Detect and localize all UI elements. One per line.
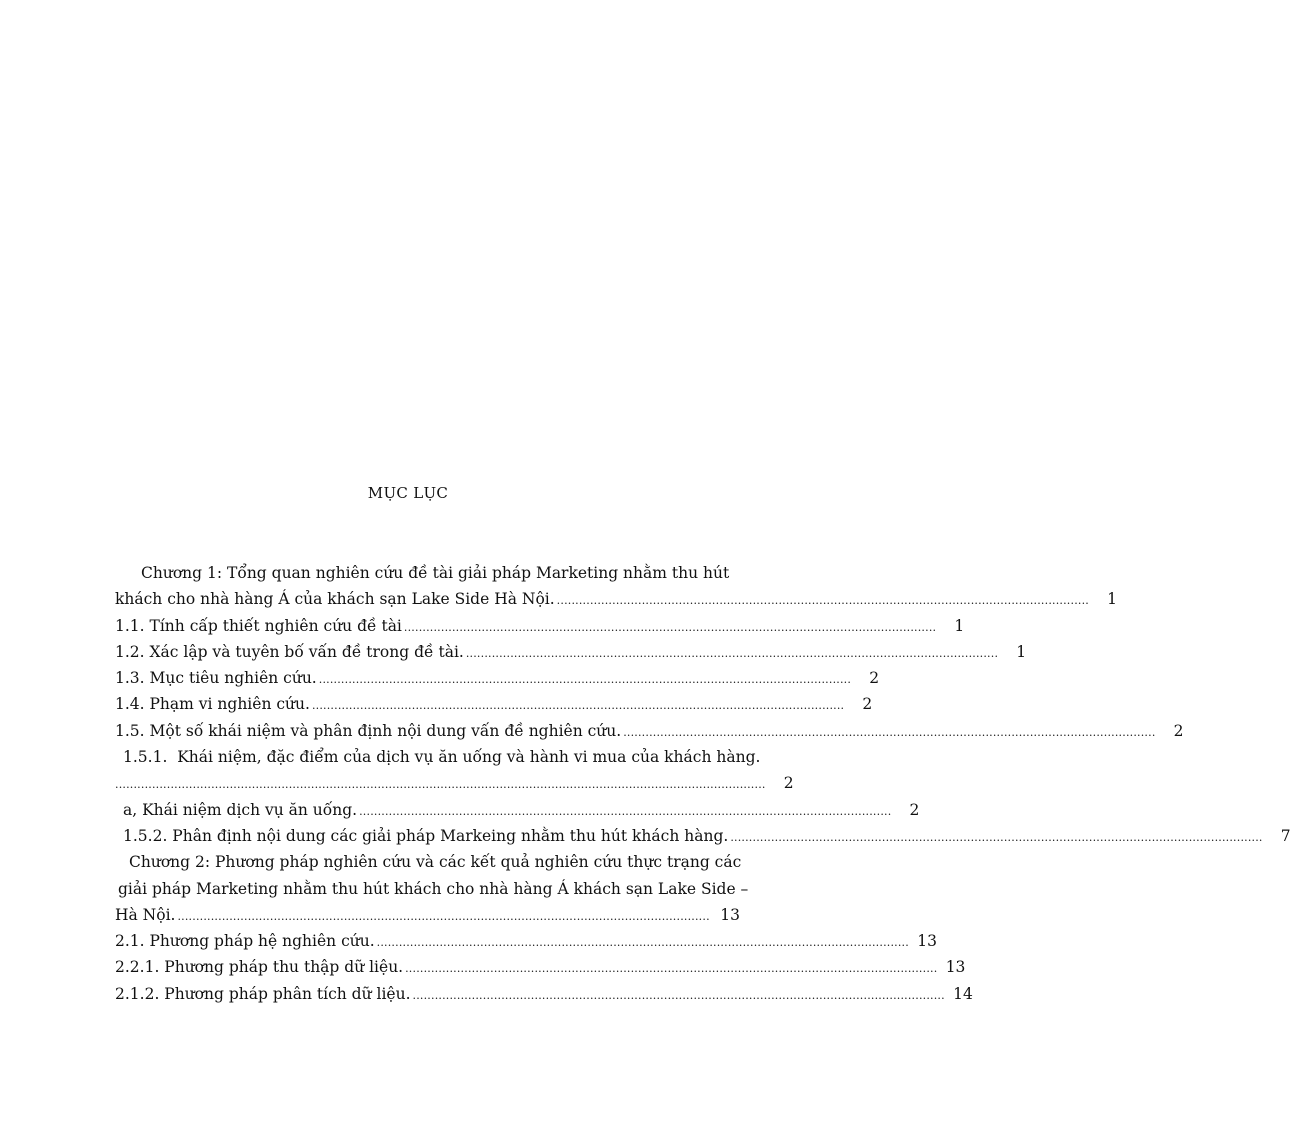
toc-entry-2-1[interactable]: 2.1. Phương pháp hệ nghiên cứu. ................................................................................................................................................ 13	[115, 928, 740, 954]
dot-leader: ................................................................................................................................................	[318, 673, 852, 687]
dot-leader: ................................................................................................................................................	[556, 594, 1089, 608]
dot-leader: ................................................................................................................................................	[177, 909, 710, 923]
dot-leader: ................................................................................................................................................	[623, 725, 1156, 739]
dot-leader: ................................................................................................................................................	[412, 988, 945, 1002]
page-number: 13	[917, 932, 937, 951]
dot-leader: ................................................................................................................................................................................	[115, 778, 766, 792]
page-number: 1	[1107, 590, 1117, 609]
toc-entry-chapter-2-line-2[interactable]: giải pháp Marketing nhằm thu hút khách cho nhà hàng Á khách sạn Lake Side –	[118, 879, 749, 898]
toc-entry-chapter-1-line-2[interactable]: khách cho nhà hàng Á của khách sạn Lake Side Hà Nội. ................................................................................................................................................ 1	[115, 586, 740, 612]
page-number: 13	[945, 958, 966, 977]
toc-entry-2-1-2[interactable]: 2.1.2. Phương pháp phân tích dữ liệu. ................................................................................................................................................ 14	[115, 981, 740, 1007]
page-number: 1	[1016, 642, 1027, 661]
toc-title: MỤC LỤC	[367, 484, 449, 502]
toc-entry-a[interactable]: a, Khái niệm dịch vụ ăn uống. ................................................................................................................................................ 2	[115, 797, 740, 823]
page-number: 13	[720, 905, 740, 924]
page-number: 7	[1280, 826, 1291, 845]
page-number: 2	[862, 695, 873, 714]
dot-leader: ................................................................................................................................................	[730, 830, 1263, 844]
toc-entry-2-2-1[interactable]: 2.2.1. Phương pháp thu thập dữ liệu. ................................................................................................................................................ 13	[115, 954, 740, 980]
page-number: 2	[909, 800, 920, 819]
toc-entry-1-2[interactable]: 1.2. Xác lập và tuyên bố vấn đề trong đề tài. ................................................................................................................................................ 1	[115, 639, 740, 665]
toc-entry-1-5[interactable]: 1.5. Một số khái niệm và phân định nội dung vấn đề nghiên cứu. ................................................................................................................................................ 2	[115, 718, 740, 744]
dot-leader: ................................................................................................................................................	[403, 620, 937, 634]
page-number: 2	[1173, 721, 1184, 740]
table-of-contents	[115, 560, 1291, 1007]
toc-entry-1-5-2[interactable]: 1.5.2. Phân định nội dung các giải pháp Markeing nhằm thu hút khách hàng. ................................................................................................................................................ 7	[115, 823, 740, 849]
page-number: 1	[954, 616, 965, 635]
toc-entry-1-3[interactable]: 1.3. Mục tiêu nghiên cứu. ................................................................................................................................................ 2	[115, 665, 740, 691]
page-number: 14	[953, 984, 973, 1003]
dot-leader: ................................................................................................................................................	[359, 804, 892, 818]
toc-entry-1-5-1-line-2[interactable]	[115, 770, 794, 796]
toc-entry-chapter-2-line-3[interactable]: Hà Nội. ................................................................................................................................................ 13	[115, 902, 740, 928]
dot-leader: ................................................................................................................................................	[311, 699, 845, 713]
toc-entry-chapter-1-line-1[interactable]: Chương 1: Tổng quan nghiên cứu đề tài giải pháp Marketing nhằm thu hút	[141, 564, 730, 582]
toc-entry-1-4[interactable]: 1.4. Phạm vi nghiên cứu. ................................................................................................................................................ 2	[115, 691, 740, 717]
toc-entry-1-1[interactable]: 1.1. Tính cấp thiết nghiên cứu đề tài ................................................................................................................................................ 1	[115, 613, 740, 639]
page-number: 2	[869, 669, 880, 688]
dot-leader: ................................................................................................................................................	[465, 646, 999, 660]
toc-entry-chapter-2-line-1[interactable]: Chương 2: Phương pháp nghiên cứu và các kết quả nghiên cứu thực trạng các	[129, 853, 742, 872]
page-number: 2	[783, 774, 794, 793]
toc-entry-1-5-1-line-1[interactable]: 1.5.1. Khái niệm, đặc điểm của dịch vụ ăn uống và hành vi mua của khách hàng.	[123, 748, 761, 767]
dot-leader: ................................................................................................................................................	[376, 936, 909, 950]
dot-leader: ................................................................................................................................................	[405, 962, 938, 976]
